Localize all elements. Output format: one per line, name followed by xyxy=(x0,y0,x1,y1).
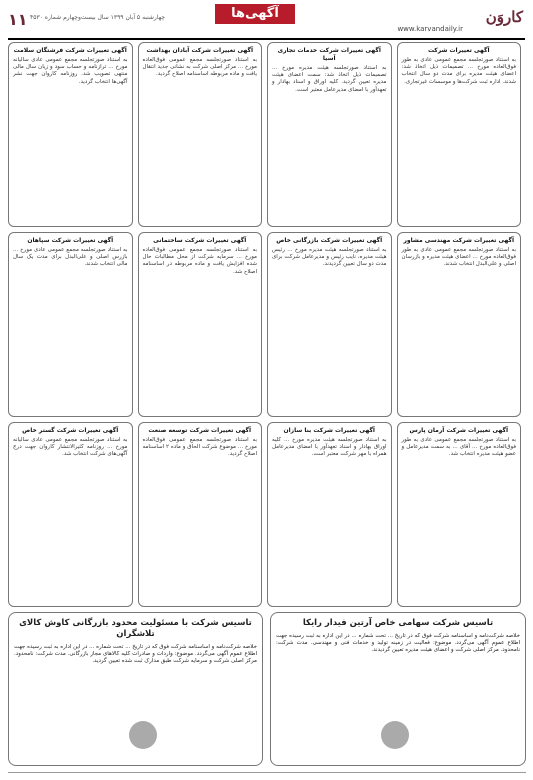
ad-title: آگهی تغییرات شرکت ساختمانی xyxy=(153,237,247,244)
page-header xyxy=(0,0,533,40)
classified-ad xyxy=(397,232,522,417)
ad-body: خلاصه شرکت‌نامه و اساسنامه شرکت فوق که در تاریخ ... تحت شماره ... در این اداره به ثبت رسیده جهت اطلاع عموم آگهی می‌گردد. موضوع: فعالیت در زمینه تولید و خدمات فنی و مهندسی. مدت شرکت: نامحدود. مرکز اصلی شرکت و اعضای هیئت مدیره تعیین گردیدند. xyxy=(276,633,520,654)
classified-ad xyxy=(138,422,263,607)
ad-title: آگهی تغییرات شرکت فرشتگان سلامت xyxy=(13,47,127,54)
classified-ad xyxy=(138,42,263,227)
newspaper-logo: کاروَن xyxy=(485,8,523,26)
ad-title: آگهی تغییرات شرکت آبادان بهداشت xyxy=(146,47,254,54)
ad-title: آگهی تغییرات شرکت بازرگانی خاص xyxy=(276,237,383,244)
classified-ad xyxy=(138,232,263,417)
ad-title: آگهی تغییرات شرکت سپاهان xyxy=(27,237,114,244)
classified-ad xyxy=(8,422,133,607)
date-line: چهارشنبه ۵ آبان ۱۳۹۹ سال بیست‌وچهارم شماره ۴۵۳۰ xyxy=(30,14,166,21)
classified-ad xyxy=(397,42,522,227)
website[interactable]: www.karvandaily.ir xyxy=(397,25,463,33)
header-divider xyxy=(8,38,525,40)
seal-icon xyxy=(381,721,409,749)
ad-title: آگهی تغییرات شرکت توسعه صنعت xyxy=(148,427,252,434)
ad-body: به استناد صورتجلسه مجمع عمومی عادی مورخ ... بازرس اصلی و علی‌البدل برای مدت یک سال مالی انتخاب شدند. xyxy=(13,247,128,268)
ad-title: آگهی تغییرات شرکت گستر خاص xyxy=(22,427,119,434)
classified-ads-grid xyxy=(8,42,526,612)
ad-establishment-left xyxy=(8,612,263,766)
ad-title: آگهی تغییرات شرکت xyxy=(427,47,490,54)
ad-body: به استناد صورتجلسه هیئت مدیره مورخ ... کلیه اوراق بهادار و اسناد تعهدآور با امضای مدیرعامل همراه با مهر شرکت معتبر است. xyxy=(272,437,387,458)
ad-body: به استناد صورتجلسه مجمع عمومی عادی به طور فوق‌العاده مورخ ... اعضای هیئت مدیره و بازرسان اصلی و علی‌البدل انتخاب شدند. xyxy=(401,247,516,268)
ad-body: به استناد صورتجلسه مجمع عمومی عادی سالیانه مورخ ... ترازنامه و حساب سود و زیان سال مالی منتهی تصویب شد. روزنامه کاروان جهت نشر آگهی‌ها انتخاب گردید. xyxy=(13,57,128,85)
ad-establishment-right xyxy=(270,612,526,766)
ad-title: آگهی تغییرات شرکت خدمات تجاری آسیا xyxy=(277,47,381,62)
footer-line xyxy=(8,772,526,773)
ad-body: به استناد صورتجلسه مجمع عمومی فوق‌العاده مورخ ... مرکز اصلی شرکت به نشانی جدید انتقال یافت و ماده مربوطه اساسنامه اصلاح گردید. xyxy=(142,57,257,78)
classified-ad xyxy=(8,232,133,417)
ad-body: خلاصه شرکت‌نامه و اساسنامه شرکت فوق که در تاریخ ... تحت شماره ... در این اداره به ثبت رسیده جهت اطلاع عموم آگهی می‌گردد. موضوع: واردات و صادرات کلیه کالاهای مجاز بازرگانی. مدت شرکت: نامحدود. مرکز اصلی شرکت و سرمایه شرکت طبق مدارک ثبت شده تعیین گردید. xyxy=(14,644,257,665)
classified-ad xyxy=(267,422,392,607)
ad-body: به استناد صورتجلسه هیئت مدیره مورخ ... تصمیمات ذیل اتخاذ شد: سمت اعضای هیئت مدیره تعیین گردید. کلیه اوراق و اسناد بهادار و تعهدآور با امضای مدیرعامل معتبر است. xyxy=(272,65,387,93)
ad-title: تاسیس شرکت سهامی خاص آرتین فیدار رایکا xyxy=(302,618,494,628)
classified-ad xyxy=(267,232,392,417)
ad-body: به استناد صورتجلسه مجمع عمومی عادی سالیانه مورخ ... روزنامه کثیرالانتشار کاروان جهت درج آگهی‌های شرکت انتخاب شد. xyxy=(13,437,128,458)
ad-body: به استناد صورتجلسه مجمع عمومی عادی به طور فوق‌العاده مورخ ... تصمیمات ذیل اتخاذ شد: اعضای هیئت مدیره برای مدت دو سال انتخاب شدند. اداره ثبت شرکت‌ها و موسسات غیرتجاری. xyxy=(401,57,516,85)
ad-title: تاسیس شرکت با مسئولیت محدود بازرگانی کاوش کالای تلاشگران xyxy=(19,618,252,639)
bottom-ads xyxy=(8,612,526,770)
ad-body: به استناد صورتجلسه مجمع عمومی فوق‌العاده مورخ ... موضوع شرکت الحاق و ماده ۲ اساسنامه اصلاح گردید. xyxy=(142,437,257,458)
ad-title: آگهی تغییرات شرکت مهندسی مشاور xyxy=(403,237,515,244)
section-banner: آگهی‌ها xyxy=(215,4,295,24)
classified-ad xyxy=(397,422,522,607)
ad-title: آگهی تغییرات شرکت بنا سازان xyxy=(283,427,375,434)
ad-title: آگهی تغییرات شرکت آرمان پارس xyxy=(409,427,509,434)
ad-body: به استناد صورتجلسه مجمع عمومی عادی به طور فوق‌العاده مورخ ... آقای ... به سمت مدیرعامل و عضو هیئت مدیره انتخاب شد. xyxy=(401,437,516,458)
page-number: ۱۱ xyxy=(8,10,28,29)
classified-ad xyxy=(8,42,133,227)
classified-ad xyxy=(267,42,392,227)
seal-icon xyxy=(129,721,157,749)
ad-body: به استناد صورتجلسه مجمع عمومی فوق‌العاده مورخ ... سرمایه شرکت از محل مطالبات حال شده افزایش یافت و ماده مربوطه در اساسنامه اصلاح شد. xyxy=(142,247,257,275)
ad-body: به استناد صورتجلسه هیئت مدیره مورخ ... رئیس هیئت مدیره، نایب رئیس و مدیرعامل شرکت برای مدت دو سال تعیین گردیدند. xyxy=(272,247,387,268)
